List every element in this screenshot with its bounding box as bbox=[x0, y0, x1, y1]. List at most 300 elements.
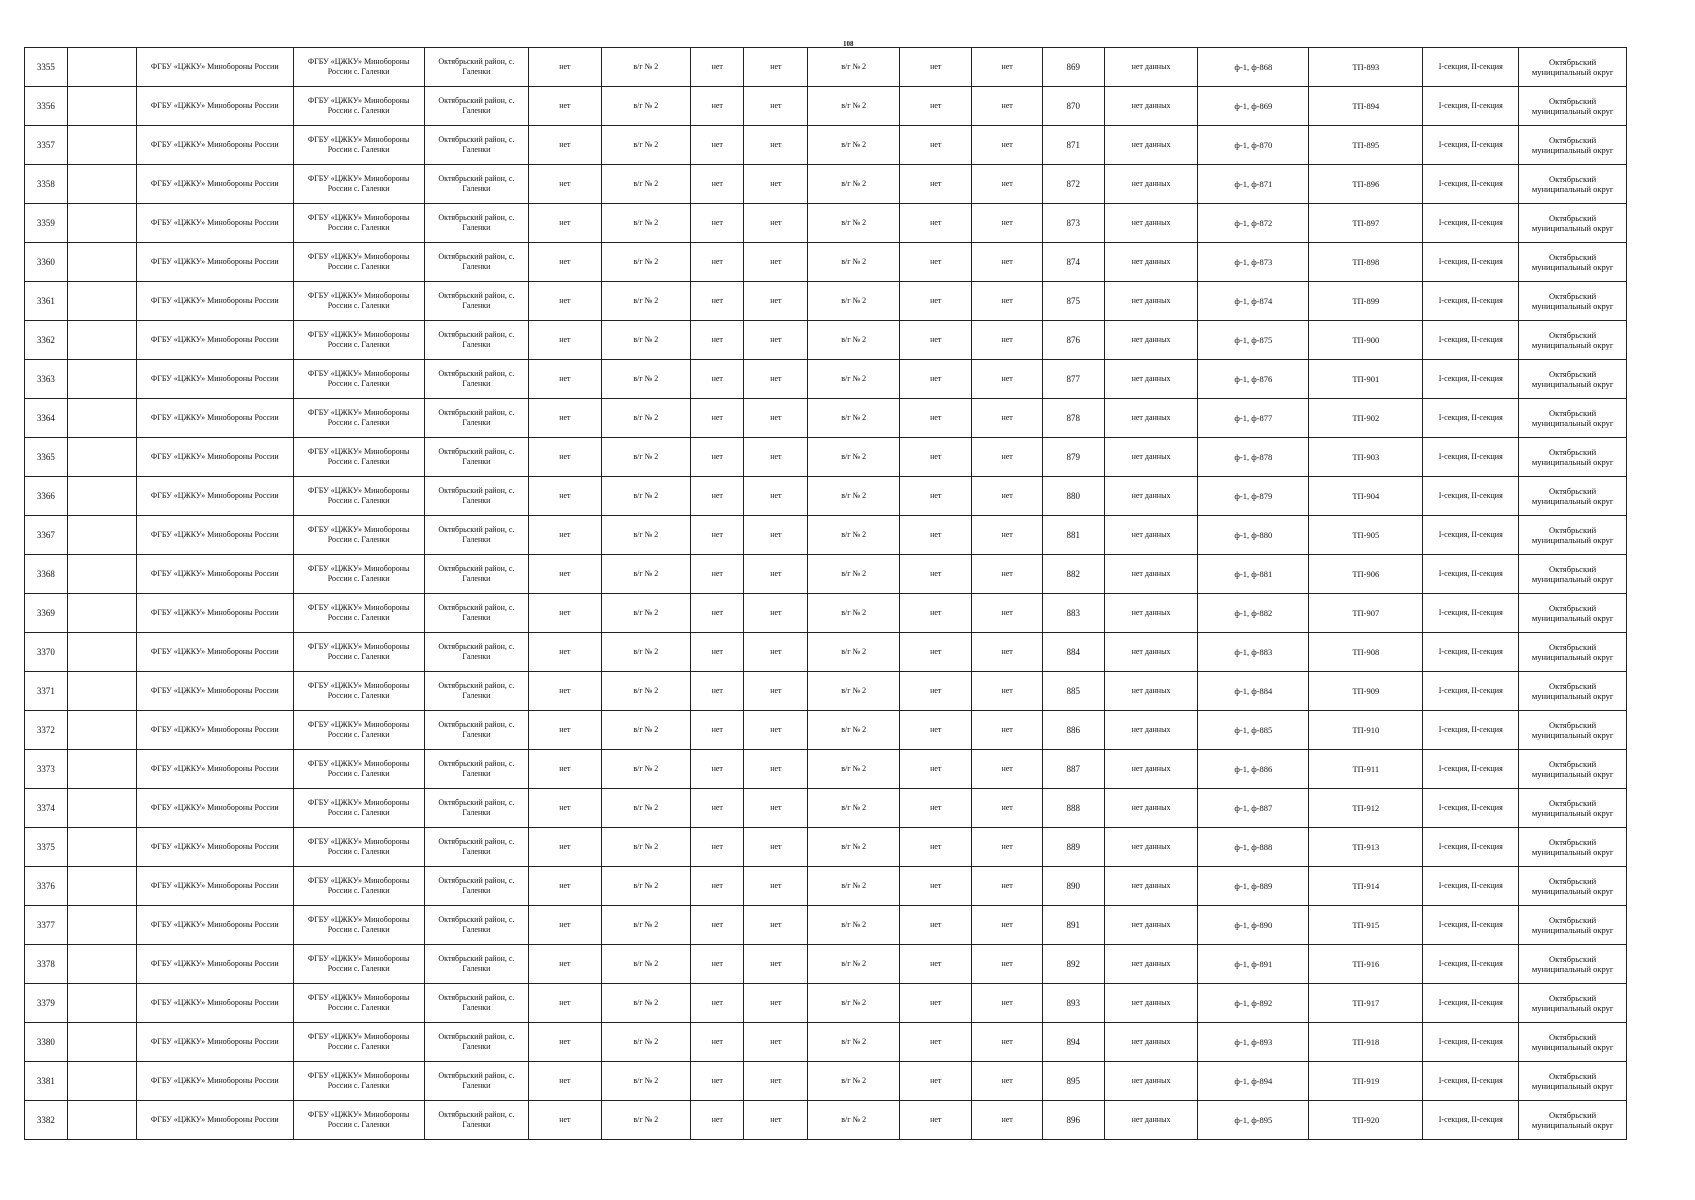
military-town-cell: в/г № 2 bbox=[808, 750, 900, 789]
value-cell: нет bbox=[529, 48, 601, 87]
row-number-cell: 3366 bbox=[25, 477, 68, 516]
value-cell: нет bbox=[744, 828, 808, 867]
owner-cell: ФГБУ «ЦЖКУ» Минобороны России bbox=[136, 789, 293, 828]
row-number-cell: 3358 bbox=[25, 165, 68, 204]
data-status-cell: нет данных bbox=[1104, 126, 1198, 165]
value-cell: нет bbox=[691, 477, 744, 516]
table-row bbox=[25, 828, 1627, 867]
military-town-cell: в/г № 2 bbox=[808, 789, 900, 828]
feeder-cell: ф-1, ф-874 bbox=[1198, 282, 1309, 321]
value-cell: нет bbox=[691, 789, 744, 828]
military-town-cell: в/г № 2 bbox=[808, 438, 900, 477]
value-cell: нет bbox=[972, 984, 1042, 1023]
empty-cell bbox=[67, 1023, 136, 1062]
empty-cell bbox=[67, 672, 136, 711]
operator-cell: ФГБУ «ЦЖКУ» Минобороны России с. Галенки bbox=[293, 1023, 424, 1062]
value-cell: нет bbox=[900, 828, 972, 867]
military-town-cell: в/г № 2 bbox=[601, 633, 691, 672]
value-cell: нет bbox=[529, 126, 601, 165]
substation-cell: ТП-905 bbox=[1309, 516, 1423, 555]
object-number-cell: 877 bbox=[1042, 360, 1104, 399]
district-cell: Октябрьский муниципальный округ bbox=[1519, 243, 1627, 282]
operator-cell: ФГБУ «ЦЖКУ» Минобороны России с. Галенки bbox=[293, 672, 424, 711]
value-cell: нет bbox=[691, 399, 744, 438]
substation-cell: ТП-909 bbox=[1309, 672, 1423, 711]
substation-cell: ТП-916 bbox=[1309, 945, 1423, 984]
data-status-cell: нет данных bbox=[1104, 477, 1198, 516]
empty-cell bbox=[67, 984, 136, 1023]
table-row bbox=[25, 87, 1627, 126]
address-cell: Октябрьский район, с. Галенки bbox=[424, 1062, 528, 1101]
data-status-cell: нет данных bbox=[1104, 516, 1198, 555]
military-town-cell: в/г № 2 bbox=[601, 87, 691, 126]
owner-cell: ФГБУ «ЦЖКУ» Минобороны России bbox=[136, 828, 293, 867]
military-town-cell: в/г № 2 bbox=[601, 750, 691, 789]
object-number-cell: 887 bbox=[1042, 750, 1104, 789]
owner-cell: ФГБУ «ЦЖКУ» Минобороны России bbox=[136, 672, 293, 711]
substation-cell: ТП-908 bbox=[1309, 633, 1423, 672]
military-town-cell: в/г № 2 bbox=[808, 633, 900, 672]
section-cell: I-секция, II-секция bbox=[1423, 711, 1519, 750]
military-town-cell: в/г № 2 bbox=[601, 828, 691, 867]
value-cell: нет bbox=[900, 945, 972, 984]
empty-cell bbox=[67, 555, 136, 594]
value-cell: нет bbox=[529, 360, 601, 399]
table-row bbox=[25, 1062, 1627, 1101]
military-town-cell: в/г № 2 bbox=[808, 672, 900, 711]
object-number-cell: 889 bbox=[1042, 828, 1104, 867]
section-cell: I-секция, II-секция bbox=[1423, 1062, 1519, 1101]
section-cell: I-секция, II-секция bbox=[1423, 828, 1519, 867]
value-cell: нет bbox=[744, 945, 808, 984]
district-cell: Октябрьский муниципальный округ bbox=[1519, 165, 1627, 204]
object-number-cell: 890 bbox=[1042, 867, 1104, 906]
operator-cell: ФГБУ «ЦЖКУ» Минобороны России с. Галенки bbox=[293, 477, 424, 516]
value-cell: нет bbox=[900, 399, 972, 438]
owner-cell: ФГБУ «ЦЖКУ» Минобороны России bbox=[136, 438, 293, 477]
address-cell: Октябрьский район, с. Галенки bbox=[424, 438, 528, 477]
substation-cell: ТП-900 bbox=[1309, 321, 1423, 360]
value-cell: нет bbox=[691, 984, 744, 1023]
military-town-cell: в/г № 2 bbox=[601, 867, 691, 906]
district-cell: Октябрьский муниципальный округ bbox=[1519, 1023, 1627, 1062]
district-cell: Октябрьский муниципальный округ bbox=[1519, 126, 1627, 165]
substation-cell: ТП-898 bbox=[1309, 243, 1423, 282]
value-cell: нет bbox=[744, 126, 808, 165]
address-cell: Октябрьский район, с. Галенки bbox=[424, 360, 528, 399]
value-cell: нет bbox=[691, 633, 744, 672]
military-town-cell: в/г № 2 bbox=[808, 828, 900, 867]
section-cell: I-секция, II-секция bbox=[1423, 750, 1519, 789]
value-cell: нет bbox=[691, 867, 744, 906]
address-cell: Октябрьский район, с. Галенки bbox=[424, 672, 528, 711]
data-status-cell: нет данных bbox=[1104, 828, 1198, 867]
owner-cell: ФГБУ «ЦЖКУ» Минобороны России bbox=[136, 126, 293, 165]
value-cell: нет bbox=[744, 165, 808, 204]
substation-cell: ТП-920 bbox=[1309, 1101, 1423, 1140]
object-number-cell: 881 bbox=[1042, 516, 1104, 555]
section-cell: I-секция, II-секция bbox=[1423, 477, 1519, 516]
value-cell: нет bbox=[691, 165, 744, 204]
object-number-cell: 876 bbox=[1042, 321, 1104, 360]
value-cell: нет bbox=[900, 438, 972, 477]
empty-cell bbox=[67, 126, 136, 165]
row-number-cell: 3355 bbox=[25, 48, 68, 87]
section-cell: I-секция, II-секция bbox=[1423, 906, 1519, 945]
district-cell: Октябрьский муниципальный округ bbox=[1519, 750, 1627, 789]
object-number-cell: 870 bbox=[1042, 87, 1104, 126]
value-cell: нет bbox=[900, 867, 972, 906]
military-town-cell: в/г № 2 bbox=[601, 789, 691, 828]
data-status-cell: нет данных bbox=[1104, 867, 1198, 906]
district-cell: Октябрьский муниципальный округ bbox=[1519, 828, 1627, 867]
operator-cell: ФГБУ «ЦЖКУ» Минобороны России с. Галенки bbox=[293, 906, 424, 945]
value-cell: нет bbox=[972, 48, 1042, 87]
data-status-cell: нет данных bbox=[1104, 984, 1198, 1023]
empty-cell bbox=[67, 906, 136, 945]
value-cell: нет bbox=[744, 711, 808, 750]
feeder-cell: ф-1, ф-869 bbox=[1198, 87, 1309, 126]
military-town-cell: в/г № 2 bbox=[601, 1101, 691, 1140]
empty-cell bbox=[67, 321, 136, 360]
value-cell: нет bbox=[900, 984, 972, 1023]
military-town-cell: в/г № 2 bbox=[808, 555, 900, 594]
value-cell: нет bbox=[691, 321, 744, 360]
row-number-cell: 3367 bbox=[25, 516, 68, 555]
value-cell: нет bbox=[972, 672, 1042, 711]
military-town-cell: в/г № 2 bbox=[601, 204, 691, 243]
section-cell: I-секция, II-секция bbox=[1423, 672, 1519, 711]
value-cell: нет bbox=[972, 633, 1042, 672]
section-cell: I-секция, II-секция bbox=[1423, 1023, 1519, 1062]
value-cell: нет bbox=[691, 1023, 744, 1062]
row-number-cell: 3382 bbox=[25, 1101, 68, 1140]
row-number-cell: 3380 bbox=[25, 1023, 68, 1062]
value-cell: нет bbox=[529, 945, 601, 984]
section-cell: I-секция, II-секция bbox=[1423, 165, 1519, 204]
feeder-cell: ф-1, ф-879 bbox=[1198, 477, 1309, 516]
value-cell: нет bbox=[529, 204, 601, 243]
table-row bbox=[25, 282, 1627, 321]
owner-cell: ФГБУ «ЦЖКУ» Минобороны России bbox=[136, 1062, 293, 1101]
section-cell: I-секция, II-секция bbox=[1423, 1101, 1519, 1140]
value-cell: нет bbox=[900, 906, 972, 945]
military-town-cell: в/г № 2 bbox=[601, 984, 691, 1023]
military-town-cell: в/г № 2 bbox=[808, 477, 900, 516]
object-number-cell: 869 bbox=[1042, 48, 1104, 87]
military-town-cell: в/г № 2 bbox=[808, 48, 900, 87]
owner-cell: ФГБУ «ЦЖКУ» Минобороны России bbox=[136, 399, 293, 438]
value-cell: нет bbox=[972, 321, 1042, 360]
substation-cell: ТП-896 bbox=[1309, 165, 1423, 204]
empty-cell bbox=[67, 750, 136, 789]
feeder-cell: ф-1, ф-887 bbox=[1198, 789, 1309, 828]
district-cell: Октябрьский муниципальный округ bbox=[1519, 1101, 1627, 1140]
empty-cell bbox=[67, 399, 136, 438]
table-row bbox=[25, 789, 1627, 828]
operator-cell: ФГБУ «ЦЖКУ» Минобороны России с. Галенки bbox=[293, 867, 424, 906]
value-cell: нет bbox=[900, 360, 972, 399]
address-cell: Октябрьский район, с. Галенки bbox=[424, 633, 528, 672]
address-cell: Октябрьский район, с. Галенки bbox=[424, 516, 528, 555]
value-cell: нет bbox=[744, 399, 808, 438]
address-cell: Октябрьский район, с. Галенки bbox=[424, 711, 528, 750]
row-number-cell: 3381 bbox=[25, 1062, 68, 1101]
table-row bbox=[25, 672, 1627, 711]
substation-cell: ТП-915 bbox=[1309, 906, 1423, 945]
section-cell: I-секция, II-секция bbox=[1423, 48, 1519, 87]
military-town-cell: в/г № 2 bbox=[601, 48, 691, 87]
value-cell: нет bbox=[529, 750, 601, 789]
value-cell: нет bbox=[972, 1062, 1042, 1101]
military-town-cell: в/г № 2 bbox=[601, 360, 691, 399]
row-number-cell: 3371 bbox=[25, 672, 68, 711]
value-cell: нет bbox=[744, 360, 808, 399]
address-cell: Октябрьский район, с. Галенки bbox=[424, 477, 528, 516]
military-town-cell: в/г № 2 bbox=[601, 945, 691, 984]
data-status-cell: нет данных bbox=[1104, 243, 1198, 282]
owner-cell: ФГБУ «ЦЖКУ» Минобороны России bbox=[136, 243, 293, 282]
section-cell: I-секция, II-секция bbox=[1423, 243, 1519, 282]
value-cell: нет bbox=[900, 1062, 972, 1101]
empty-cell bbox=[67, 1062, 136, 1101]
object-number-cell: 884 bbox=[1042, 633, 1104, 672]
address-cell: Октябрьский район, с. Галенки bbox=[424, 828, 528, 867]
table-row bbox=[25, 399, 1627, 438]
military-town-cell: в/г № 2 bbox=[601, 711, 691, 750]
owner-cell: ФГБУ «ЦЖКУ» Минобороны России bbox=[136, 711, 293, 750]
value-cell: нет bbox=[691, 243, 744, 282]
operator-cell: ФГБУ «ЦЖКУ» Минобороны России с. Галенки bbox=[293, 204, 424, 243]
value-cell: нет bbox=[529, 1023, 601, 1062]
value-cell: нет bbox=[744, 867, 808, 906]
section-cell: I-секция, II-секция bbox=[1423, 516, 1519, 555]
feeder-cell: ф-1, ф-892 bbox=[1198, 984, 1309, 1023]
military-town-cell: в/г № 2 bbox=[601, 906, 691, 945]
substation-cell: ТП-911 bbox=[1309, 750, 1423, 789]
district-cell: Октябрьский муниципальный округ bbox=[1519, 477, 1627, 516]
table-row bbox=[25, 1023, 1627, 1062]
data-status-cell: нет данных bbox=[1104, 360, 1198, 399]
empty-cell bbox=[67, 828, 136, 867]
empty-cell bbox=[67, 945, 136, 984]
object-number-cell: 896 bbox=[1042, 1101, 1104, 1140]
table-row bbox=[25, 48, 1627, 87]
feeder-cell: ф-1, ф-884 bbox=[1198, 672, 1309, 711]
table-row bbox=[25, 711, 1627, 750]
data-status-cell: нет данных bbox=[1104, 1101, 1198, 1140]
value-cell: нет bbox=[529, 594, 601, 633]
substation-cell: ТП-918 bbox=[1309, 1023, 1423, 1062]
value-cell: нет bbox=[529, 867, 601, 906]
value-cell: нет bbox=[691, 594, 744, 633]
value-cell: нет bbox=[691, 48, 744, 87]
substation-cell: ТП-901 bbox=[1309, 360, 1423, 399]
value-cell: нет bbox=[744, 438, 808, 477]
row-number-cell: 3373 bbox=[25, 750, 68, 789]
address-cell: Октябрьский район, с. Галенки bbox=[424, 204, 528, 243]
data-status-cell: нет данных bbox=[1104, 165, 1198, 204]
substation-cell: ТП-919 bbox=[1309, 1062, 1423, 1101]
row-number-cell: 3363 bbox=[25, 360, 68, 399]
empty-cell bbox=[67, 204, 136, 243]
value-cell: нет bbox=[691, 711, 744, 750]
value-cell: нет bbox=[972, 360, 1042, 399]
district-cell: Октябрьский муниципальный округ bbox=[1519, 399, 1627, 438]
section-cell: I-секция, II-секция bbox=[1423, 399, 1519, 438]
data-status-cell: нет данных bbox=[1104, 672, 1198, 711]
operator-cell: ФГБУ «ЦЖКУ» Минобороны России с. Галенки bbox=[293, 87, 424, 126]
data-status-cell: нет данных bbox=[1104, 555, 1198, 594]
value-cell: нет bbox=[744, 633, 808, 672]
data-status-cell: нет данных bbox=[1104, 711, 1198, 750]
address-cell: Октябрьский район, с. Галенки bbox=[424, 906, 528, 945]
military-town-cell: в/г № 2 bbox=[601, 243, 691, 282]
empty-cell bbox=[67, 789, 136, 828]
military-town-cell: в/г № 2 bbox=[808, 243, 900, 282]
value-cell: нет bbox=[691, 360, 744, 399]
value-cell: нет bbox=[529, 672, 601, 711]
feeder-cell: ф-1, ф-893 bbox=[1198, 1023, 1309, 1062]
substation-cell: ТП-914 bbox=[1309, 867, 1423, 906]
military-town-cell: в/г № 2 bbox=[601, 438, 691, 477]
table-row bbox=[25, 477, 1627, 516]
object-number-cell: 883 bbox=[1042, 594, 1104, 633]
section-cell: I-секция, II-секция bbox=[1423, 360, 1519, 399]
value-cell: нет bbox=[744, 243, 808, 282]
row-number-cell: 3359 bbox=[25, 204, 68, 243]
row-number-cell: 3375 bbox=[25, 828, 68, 867]
value-cell: нет bbox=[900, 204, 972, 243]
page-number: 108 bbox=[843, 40, 854, 48]
section-cell: I-секция, II-секция bbox=[1423, 984, 1519, 1023]
military-town-cell: в/г № 2 bbox=[808, 282, 900, 321]
object-number-cell: 885 bbox=[1042, 672, 1104, 711]
value-cell: нет bbox=[744, 906, 808, 945]
table-row bbox=[25, 906, 1627, 945]
object-number-cell: 895 bbox=[1042, 1062, 1104, 1101]
owner-cell: ФГБУ «ЦЖКУ» Минобороны России bbox=[136, 360, 293, 399]
value-cell: нет bbox=[972, 555, 1042, 594]
district-cell: Октябрьский муниципальный округ bbox=[1519, 633, 1627, 672]
table-row bbox=[25, 321, 1627, 360]
object-number-cell: 878 bbox=[1042, 399, 1104, 438]
value-cell: нет bbox=[529, 828, 601, 867]
substation-cell: ТП-895 bbox=[1309, 126, 1423, 165]
value-cell: нет bbox=[900, 672, 972, 711]
owner-cell: ФГБУ «ЦЖКУ» Минобороны России bbox=[136, 87, 293, 126]
operator-cell: ФГБУ «ЦЖКУ» Минобороны России с. Галенки bbox=[293, 360, 424, 399]
military-town-cell: в/г № 2 bbox=[808, 204, 900, 243]
data-status-cell: нет данных bbox=[1104, 1023, 1198, 1062]
value-cell: нет bbox=[744, 984, 808, 1023]
value-cell: нет bbox=[900, 87, 972, 126]
row-number-cell: 3360 bbox=[25, 243, 68, 282]
empty-cell bbox=[67, 1101, 136, 1140]
object-number-cell: 886 bbox=[1042, 711, 1104, 750]
value-cell: нет bbox=[972, 438, 1042, 477]
value-cell: нет bbox=[529, 516, 601, 555]
data-status-cell: нет данных bbox=[1104, 594, 1198, 633]
data-status-cell: нет данных bbox=[1104, 750, 1198, 789]
value-cell: нет bbox=[529, 321, 601, 360]
row-number-cell: 3356 bbox=[25, 87, 68, 126]
military-town-cell: в/г № 2 bbox=[808, 945, 900, 984]
district-cell: Октябрьский муниципальный округ bbox=[1519, 789, 1627, 828]
empty-cell bbox=[67, 360, 136, 399]
operator-cell: ФГБУ «ЦЖКУ» Минобороны России с. Галенки bbox=[293, 711, 424, 750]
empty-cell bbox=[67, 516, 136, 555]
object-number-cell: 872 bbox=[1042, 165, 1104, 204]
owner-cell: ФГБУ «ЦЖКУ» Минобороны России bbox=[136, 204, 293, 243]
value-cell: нет bbox=[972, 126, 1042, 165]
value-cell: нет bbox=[972, 789, 1042, 828]
object-number-cell: 892 bbox=[1042, 945, 1104, 984]
operator-cell: ФГБУ «ЦЖКУ» Минобороны России с. Галенки bbox=[293, 750, 424, 789]
value-cell: нет bbox=[744, 87, 808, 126]
object-number-cell: 875 bbox=[1042, 282, 1104, 321]
value-cell: нет bbox=[744, 672, 808, 711]
value-cell: нет bbox=[529, 282, 601, 321]
value-cell: нет bbox=[972, 711, 1042, 750]
data-status-cell: нет данных bbox=[1104, 282, 1198, 321]
value-cell: нет bbox=[691, 945, 744, 984]
value-cell: нет bbox=[691, 516, 744, 555]
value-cell: нет bbox=[972, 204, 1042, 243]
row-number-cell: 3376 bbox=[25, 867, 68, 906]
owner-cell: ФГБУ «ЦЖКУ» Минобороны России bbox=[136, 906, 293, 945]
section-cell: I-секция, II-секция bbox=[1423, 867, 1519, 906]
row-number-cell: 3379 bbox=[25, 984, 68, 1023]
military-town-cell: в/г № 2 bbox=[601, 477, 691, 516]
data-status-cell: нет данных bbox=[1104, 438, 1198, 477]
operator-cell: ФГБУ «ЦЖКУ» Минобороны России с. Галенки bbox=[293, 1101, 424, 1140]
address-cell: Октябрьский район, с. Галенки bbox=[424, 594, 528, 633]
substation-cell: ТП-910 bbox=[1309, 711, 1423, 750]
feeder-cell: ф-1, ф-883 bbox=[1198, 633, 1309, 672]
table-row bbox=[25, 945, 1627, 984]
value-cell: нет bbox=[972, 399, 1042, 438]
value-cell: нет bbox=[744, 1023, 808, 1062]
value-cell: нет bbox=[900, 555, 972, 594]
value-cell: нет bbox=[744, 477, 808, 516]
section-cell: I-секция, II-секция bbox=[1423, 126, 1519, 165]
owner-cell: ФГБУ «ЦЖКУ» Минобороны России bbox=[136, 633, 293, 672]
military-town-cell: в/г № 2 bbox=[601, 594, 691, 633]
row-number-cell: 3364 bbox=[25, 399, 68, 438]
military-town-cell: в/г № 2 bbox=[808, 711, 900, 750]
military-town-cell: в/г № 2 bbox=[808, 867, 900, 906]
row-number-cell: 3362 bbox=[25, 321, 68, 360]
data-status-cell: нет данных bbox=[1104, 945, 1198, 984]
military-town-cell: в/г № 2 bbox=[808, 984, 900, 1023]
military-town-cell: в/г № 2 bbox=[808, 594, 900, 633]
empty-cell bbox=[67, 165, 136, 204]
feeder-cell: ф-1, ф-881 bbox=[1198, 555, 1309, 594]
district-cell: Октябрьский муниципальный округ bbox=[1519, 360, 1627, 399]
military-town-cell: в/г № 2 bbox=[808, 126, 900, 165]
operator-cell: ФГБУ «ЦЖКУ» Минобороны России с. Галенки bbox=[293, 516, 424, 555]
object-number-cell: 891 bbox=[1042, 906, 1104, 945]
value-cell: нет bbox=[529, 984, 601, 1023]
row-number-cell: 3372 bbox=[25, 711, 68, 750]
value-cell: нет bbox=[900, 1101, 972, 1140]
value-cell: нет bbox=[900, 750, 972, 789]
operator-cell: ФГБУ «ЦЖКУ» Минобороны России с. Галенки bbox=[293, 438, 424, 477]
address-cell: Октябрьский район, с. Галенки bbox=[424, 945, 528, 984]
owner-cell: ФГБУ «ЦЖКУ» Минобороны России bbox=[136, 516, 293, 555]
row-number-cell: 3378 bbox=[25, 945, 68, 984]
